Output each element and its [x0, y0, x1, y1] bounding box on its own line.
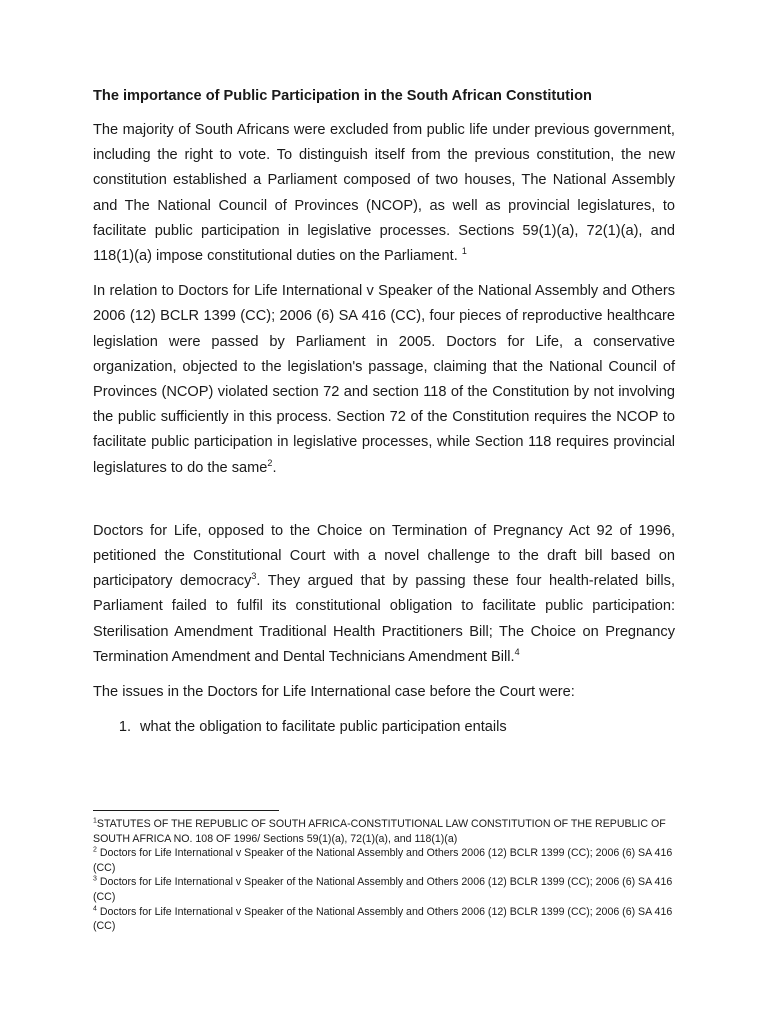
footnote-ref-4[interactable]: 4: [514, 647, 520, 657]
footnote-1-text: STATUTES OF THE REPUBLIC OF SOUTH AFRICA-CONSTITUTIONAL LAW CONSTITUTION OF THE REPUBLIC OF SOUTH AFRICA NO. 108 OF 1996/ Sections 59(1)(a), 72(1)(a), and 118(1)(a): [93, 818, 666, 845]
footnotes: [93, 810, 675, 934]
footnote-2-marker: 2: [93, 846, 97, 854]
list-item-number: 1.: [118, 719, 131, 736]
paragraph-3-text-b: . They argued that by passing these four health-related bills, Parliament failed to fulfil its constitutional obligation to facilitate public participation: Sterilisation Amendment Traditional Health Practitioners Bill; The Choice on Pregnancy Termination Amendment and Dental Technicians Amendment Bill.: [93, 573, 675, 665]
footnote-4-marker: 4: [93, 905, 97, 913]
footnote-ref-1[interactable]: 1: [461, 246, 467, 257]
footnote-separator: [93, 810, 279, 811]
document-body: [93, 86, 675, 740]
footnote-2: [93, 846, 675, 875]
paragraph-4: The issues in the Doctors for Life International case before the Court were:: [93, 684, 575, 701]
paragraph-3: [93, 519, 675, 670]
footnote-2-text: Doctors for Life International v Speaker of the National Assembly and Others 2006 (12) BCLR 1399 (CC); 2006 (6) SA 416 (CC): [93, 847, 673, 874]
paragraph-2: [93, 279, 675, 481]
footnote-1-marker: 1: [93, 817, 97, 825]
footnote-4-text: Doctors for Life International v Speaker of the National Assembly and Others 2006 (12) BCLR 1399 (CC); 2006 (6) SA 416 (CC): [93, 905, 673, 933]
footnote-4: [93, 905, 675, 934]
paragraph-1-text: The majority of South Africans were excluded from public life under previous government, including the right to vote. To distinguish itself from the previous constitution, the new constitution established a Parliament composed of two houses, The National Assembly and The National Council of Provinces (NCOP), as well as provincial legislatures, to facilitate public participation in legislative processes. Sections 59(1)(a), 72(1)(a), and 118(1)(a) impose constitutional duties on the Parliament.: [93, 122, 675, 265]
issues-list: [93, 715, 675, 740]
paragraph-2-tail: .: [272, 459, 277, 476]
footnote-ref-2[interactable]: 2: [267, 457, 273, 468]
paragraph-1: [93, 118, 675, 269]
footnote-ref-3[interactable]: 3: [251, 571, 257, 582]
list-item-text: what the obligation to facilitate public participation entails: [140, 719, 507, 736]
footnote-3-text: Doctors for Life International v Speaker of the National Assembly and Others 2006 (12) BCLR 1399 (CC); 2006 (6) SA 416 (CC): [93, 876, 673, 903]
footnote-3: [93, 875, 675, 904]
paragraph-2-text: In relation to Doctors for Life International v Speaker of the National Assembly and Others 2006 (12) BCLR 1399 (CC); 2006 (6) SA 416 (CC), four pieces of reproductive healthcare legislation were passed by Parliament in 2005. Doctors for Life, a conservative organization, objected to the legislation's passage, claiming that the National Council of Provinces (NCOP) violated section 72 and section 118 of the Constitution by not involving the public sufficiently in this process. Section 72 of the Constitution requires the NCOP to facilitate public participation in legislative processes, while Section 118 requires provincial legislatures to do the same: [93, 283, 675, 476]
footnote-1: [93, 817, 675, 846]
paragraph-3-text-a: Doctors for Life, opposed to the Choice on Termination of Pregnancy Act 92 of 1996, petitioned the Constitutional Court with a novel challenge to the draft bill based on participatory democracy: [93, 522, 675, 590]
document-title: The importance of Public Participation in the South African Constitution: [93, 88, 592, 104]
footnote-3-marker: 3: [93, 875, 97, 883]
list-item: [93, 715, 675, 740]
